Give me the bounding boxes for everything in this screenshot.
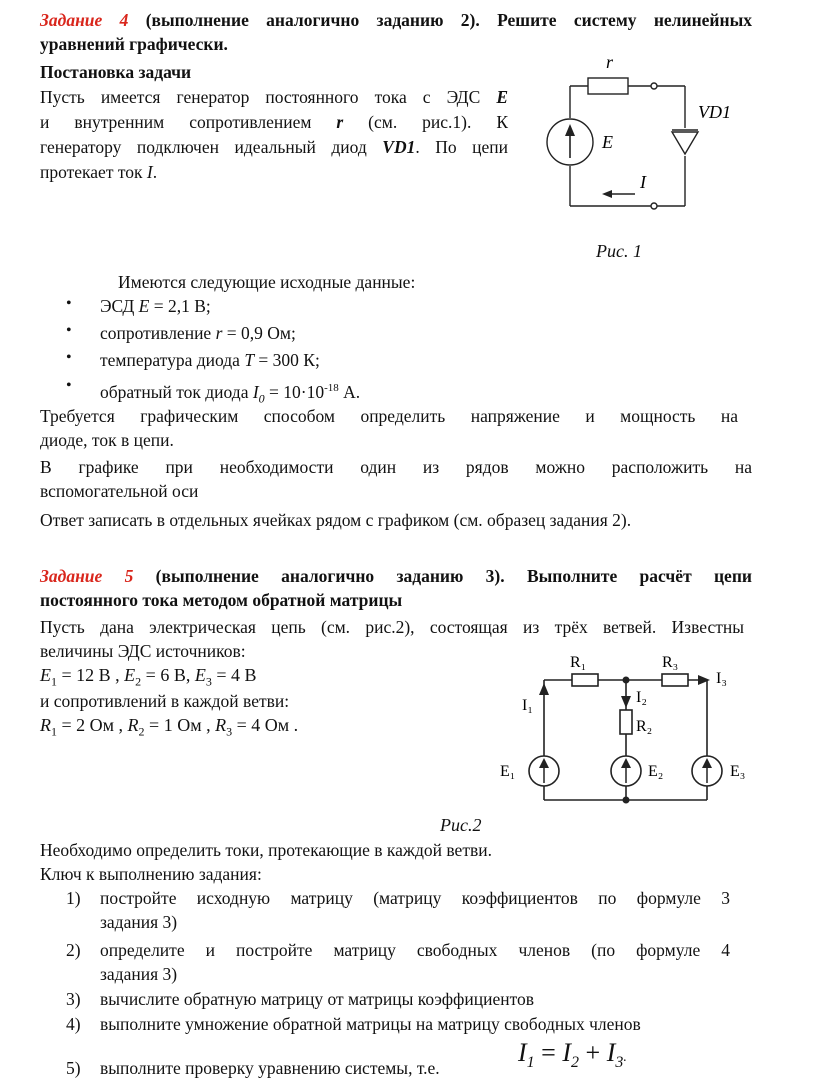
- task5-title-line2: постоянного тока методом обратной матрицы: [40, 590, 403, 610]
- label-E: E: [602, 132, 613, 152]
- bullet-emf: [100, 294, 211, 318]
- step-number: 1): [66, 888, 81, 908]
- label-E2: E₂: [648, 763, 664, 780]
- text: = 10·10: [264, 381, 325, 402]
- subscript: 2: [138, 724, 145, 739]
- step-number: 2): [66, 940, 81, 960]
- var: r: [215, 323, 223, 343]
- task4-paragraph-line3: [40, 135, 508, 159]
- var: I: [252, 381, 259, 402]
- circuit-figure-2: [490, 645, 780, 815]
- step-2-line2: задания 3): [100, 964, 178, 984]
- text: = 4 В: [211, 665, 257, 685]
- requirement-line2: диоде, ток в цепи.: [40, 430, 174, 450]
- subscript: 2: [571, 1054, 580, 1072]
- need-text: Необходимо определить токи, протекающие в каждой ветви.: [40, 840, 492, 860]
- text: температура диода: [100, 350, 245, 370]
- text: = 0,9 Ом;: [222, 323, 296, 343]
- text: . По цепи: [415, 137, 508, 157]
- text: обратный ток диода: [100, 381, 253, 402]
- text: протекает ток: [40, 162, 147, 182]
- text: А.: [338, 381, 361, 402]
- task4-paragraph-line4: [40, 160, 157, 184]
- var: I: [518, 1038, 527, 1067]
- var-E: E: [496, 87, 508, 107]
- requirement-line1: Требуется графическим способом определить напряжение и мощность на: [40, 406, 738, 426]
- task4-heading: Постановка задачи: [40, 62, 192, 82]
- step-1-line2: задания 3): [100, 912, 178, 932]
- step-5-line1: выполните проверку уравнению системы, т.е.: [100, 1058, 440, 1078]
- text: .: [152, 162, 158, 182]
- task4-paragraph-line2: [40, 110, 508, 134]
- text: сопротивление: [100, 323, 216, 343]
- circuit-figure-1: [530, 48, 770, 218]
- subscript: 1: [51, 724, 57, 739]
- var: R: [40, 715, 51, 735]
- text: Пусть имеется генератор постоянного тока с ЭДС: [40, 87, 497, 107]
- text: = 2,1 В;: [149, 296, 211, 316]
- step-1-line1: постройте исходную матрицу (матрицу коэффициентов по формуле 3: [100, 888, 730, 908]
- resistance-intro: и сопротивлений в каждой ветви:: [40, 691, 290, 711]
- label-E1: E₁: [500, 763, 516, 780]
- subscript: 3: [615, 1054, 624, 1072]
- text: = 2 Ом ,: [57, 715, 128, 735]
- var: T: [244, 350, 255, 370]
- task5-paragraph-line1: Пусть дана электрическая цепь (см. рис.2), состоящая из трёх ветвей. Известны: [40, 617, 744, 637]
- label-E3: E₃: [730, 763, 746, 780]
- text: ЭСД: [100, 296, 139, 316]
- aux-axis-line1: В графике при необходимости один из рядов можно расположить на: [40, 457, 752, 477]
- superscript: -18: [324, 382, 339, 394]
- var: I: [606, 1038, 616, 1067]
- task4-title-text: (выполнение аналогично заданию 2). Решите систему нелинейных: [128, 10, 752, 30]
- text: = 1 Ом ,: [144, 715, 216, 735]
- task5-label: Задание 5: [40, 566, 134, 586]
- var: E: [40, 665, 51, 685]
- operator: =: [534, 1038, 563, 1067]
- text: и внутренним сопротивлением: [40, 112, 337, 132]
- subscript: 2: [135, 674, 142, 689]
- task4-title-line1: [40, 8, 752, 32]
- var: E: [138, 296, 150, 316]
- task4-paragraph-line1: [40, 85, 508, 109]
- bullet-temperature: [100, 348, 320, 372]
- task5-paragraph-line2: величины ЭДС источников:: [40, 641, 246, 661]
- label-I3: I₃: [716, 670, 727, 687]
- key-heading: Ключ к выполнению задания:: [40, 864, 262, 884]
- var: E: [124, 665, 136, 685]
- task4-label: Задание 4: [40, 10, 129, 30]
- label-VD1: VD1: [698, 102, 731, 122]
- figure-1-caption: Рис. 1: [596, 241, 642, 261]
- label-I1: I₁: [522, 697, 533, 714]
- subscript: 3: [205, 674, 212, 689]
- label-R3: R₃: [662, 654, 679, 671]
- data-intro: Имеются следующие исходные данные:: [118, 272, 416, 292]
- figure-2-caption: Рис.2: [440, 815, 482, 835]
- label-I2: I₂: [636, 689, 647, 706]
- operator: .: [623, 1050, 627, 1065]
- step-3-line1: вычислите обратную матрицу от матрицы коэффициентов: [100, 989, 535, 1009]
- text: (см. рис.1). К: [343, 112, 508, 132]
- task5-title-line1: [40, 564, 752, 588]
- subscript: 0: [258, 391, 265, 406]
- check-formula: [518, 1038, 627, 1072]
- var: I: [562, 1038, 572, 1067]
- text: = 12 В ,: [57, 665, 125, 685]
- var: R: [215, 715, 227, 735]
- step-number: 4): [66, 1014, 81, 1034]
- aux-axis-line2: вспомогательной оси: [40, 481, 199, 501]
- step-number: 5): [66, 1058, 81, 1078]
- bullet-marker: •: [66, 349, 72, 366]
- step-number: 3): [66, 989, 81, 1009]
- bullet-marker: •: [66, 295, 72, 312]
- resistance-values: [40, 713, 298, 744]
- subscript: 1: [526, 1054, 535, 1072]
- var: R: [127, 715, 139, 735]
- step-4-line1: выполните умножение обратной матрицы на матрицу свободных членов: [100, 1014, 641, 1034]
- bullet-marker: •: [66, 377, 72, 394]
- var-VD1: VD1: [382, 137, 416, 157]
- var-I: I: [146, 162, 153, 182]
- answer-note: Ответ записать в отдельных ячейках рядом с графиком (см. образец задания 2).: [40, 510, 632, 530]
- label-R1: R₁: [570, 654, 587, 671]
- var-r: r: [336, 112, 344, 132]
- subscript: 1: [51, 674, 57, 689]
- task5-title-text: (выполнение аналогично заданию 3). Выполните расчёт цепи: [133, 566, 752, 586]
- step-2-line1: определите и постройте матрицу свободных членов (по формуле 4: [100, 940, 730, 960]
- label-R2: R₂: [636, 718, 653, 735]
- subscript: 3: [226, 724, 233, 739]
- text: = 300 К;: [254, 350, 320, 370]
- var: E: [194, 665, 206, 685]
- bullet-marker: •: [66, 322, 72, 339]
- label-r: r: [606, 52, 614, 72]
- text: = 6 В,: [141, 665, 195, 685]
- label-I: I: [640, 172, 646, 192]
- task4-title-line2: уравнений графически.: [40, 34, 228, 54]
- text: = 4 Ом .: [232, 715, 299, 735]
- operator: +: [579, 1038, 607, 1067]
- bullet-resistance: [100, 321, 296, 345]
- text: генератору подключен идеальный диод: [40, 137, 383, 157]
